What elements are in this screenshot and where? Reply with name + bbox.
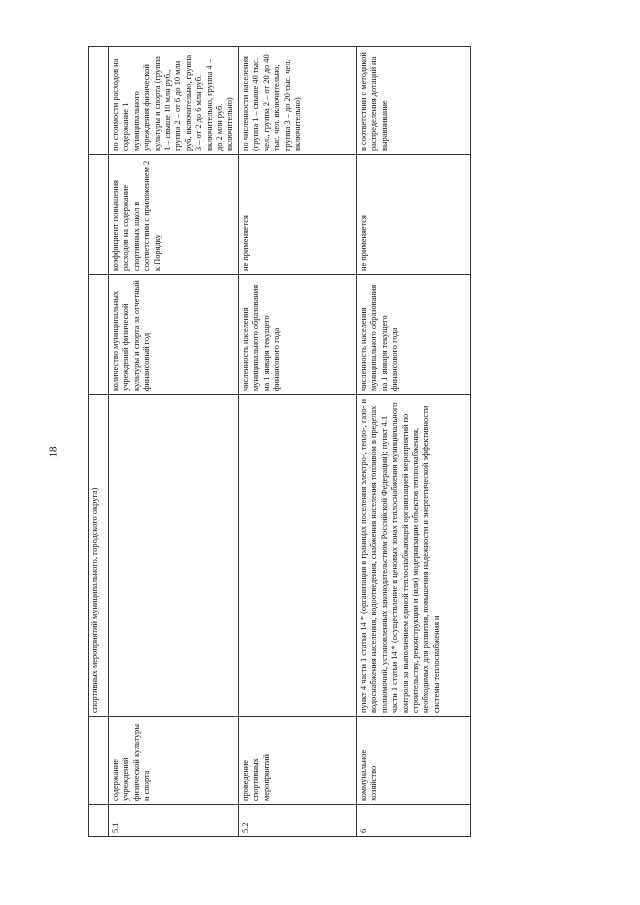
empty-cell [89,155,109,275]
grouping-cell: в соответствии с методикой распределения дотаций на выравнивание [356,47,470,155]
rotated-table-container [88,47,450,837]
empty-cell [89,47,109,155]
table-row [356,47,470,837]
table-row [238,47,356,837]
row-number-cell: 5.2 [238,805,356,837]
indicator-cell: численность населения муниципального образования на 1 января текущего финансового года [238,275,356,395]
authority-cell [238,395,356,717]
page-number: 18 [47,446,60,458]
table-row [109,47,239,837]
row-number-cell: 5.1 [109,805,239,837]
empty-cell [89,275,109,395]
empty-cell [89,717,109,805]
coefficient-cell: не применяется [238,155,356,275]
coefficient-cell: не применяется [356,155,470,275]
coefficient-cell: коэффициент повышения расходов на содержание спортивных школ в соответствии с приложением 2 к Порядку [109,155,239,275]
header-continuation-cell: спортивных мероприятий муниципального, городского округа) [89,395,109,717]
authority-cell [109,395,239,717]
row-number-cell: 6 [356,805,470,837]
indicator-cell: количество муниципальных учреждений физической культуры и спорта за отчетный финансовый год [109,275,239,395]
expense-name-cell: проведение спортивных мероприятий [238,717,356,805]
authority-cell: пункт 4 части 1 статьи 14 * (организация в границах поселения электро-, тепло-, газо- и водоснабжения населения, водоотведения, снабжения населения топливом в пределах полномочий, установленных законодательством Российской Федерации); пункт 4.1 части 1 статьи 14 * (осуществление в ценовых зонах теплоснабжения муниципального контроля за выполнением единой теплоснабжающей организацией мероприятий по строительству, реконструкции и (или) модернизации объектов теплоснабжения, необходимых для развития, повышения надежности и энергетической эффективности системы теплоснабжения и [356,395,470,717]
expense-name-cell: коммунальное хозяйство [356,717,470,805]
grouping-cell: по численности населения (группа 1 – свыше 40 тыс. чел., группа 2 – от 20 до 40 тыс. чел. включительно, группа 3 – до 20 тыс. чел. включительно) [238,47,356,155]
distribution-table [88,46,471,837]
indicator-cell: численность населения муниципального образования на 1 января текущего финансового года [356,275,470,395]
grouping-cell: по стоимости расходов на содержание 1 муниципального учреждения физической культуры и спорта (группа 1 – свыше 10 млн руб., группа 2 – от 6 до 10 млн руб. включительно, группа 3 – от 2 до 6 млн руб. включительно, группа 4 – до 2 млн руб. включительно) [109,47,239,155]
table-row [89,47,109,837]
expense-name-cell: содержание учреждений физической культуры и спорта [109,717,239,805]
empty-cell [89,805,109,837]
